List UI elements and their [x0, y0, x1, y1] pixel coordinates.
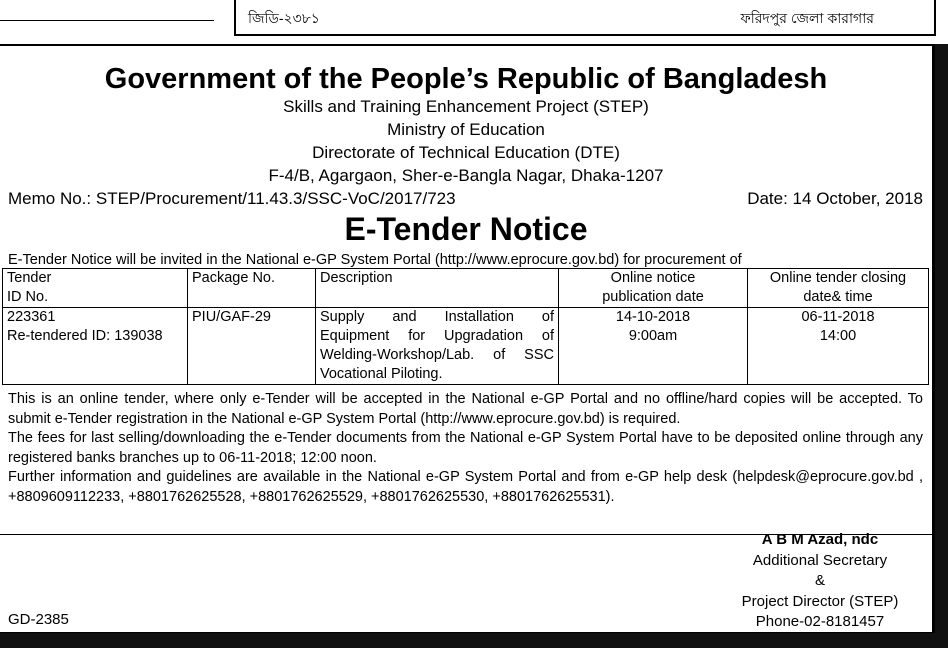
header-line: date& time [803, 289, 873, 305]
header-package: Package No. [188, 269, 316, 308]
divider-line [0, 20, 214, 21]
header-line: Tender [7, 270, 52, 286]
closing-date: 06-11-2018 [801, 309, 875, 325]
table-header-row [3, 269, 929, 308]
signatory-title: Additional Secretary [752, 551, 888, 569]
paragraph-fees: The fees for last selling/downloading the e-Tender documents from the National e-GP System Portal have to be deposited online through any registered banks branches up to 06-11-2018; 12:00 noon. [8, 430, 923, 466]
directorate-name: Directorate of Technical Education (DTE) [312, 143, 620, 162]
notice-title: E-Tender Notice [344, 211, 588, 247]
project-name: Skills and Training Enhancement Project (STEP) [283, 97, 649, 116]
header-closing-date [748, 269, 929, 308]
government-title: Government of the People’s Republic of Bangladesh [104, 63, 828, 95]
retendered-id: Re-tendered ID: 139038 [7, 328, 163, 344]
gd-number: GD-2385 [8, 611, 69, 628]
table-row [3, 308, 929, 385]
publication-date: 14-10-2018 [615, 309, 691, 325]
page-border-shadow [0, 633, 948, 648]
closing-time: 14:00 [819, 328, 857, 344]
tender-id: 223361 [7, 309, 56, 325]
signatory-designation: Project Director (STEP) [741, 592, 899, 610]
header-publication-date [559, 269, 748, 308]
signatory-phone: Phone-02-8181457 [755, 613, 885, 630]
cell-publication-date [559, 308, 748, 385]
paragraph-helpdesk: Further information and guidelines are available in the National e-GP System Portal and from e-GP help desk (helpdesk@eprocure.gov.bd , +8809609112233, +8801762625528, +8801762625529, +8801762625530, +8801762625531). [8, 469, 923, 505]
notice-body [8, 390, 923, 507]
tender-notice [0, 44, 935, 635]
header-description: Description [316, 269, 559, 308]
previous-notice-strip [0, 0, 948, 44]
jail-name-bangla: ফরিদপুর জেলা কারাগার [740, 10, 874, 26]
header-line: Online tender closing [769, 270, 907, 286]
ministry-name: Ministry of Education [387, 120, 545, 139]
cell-description: Supply and Installation of Equipment for Upgradation of Welding-Workshop/Lab. of SSC Vocational Piloting. [316, 308, 559, 385]
paragraph-online-tender: This is an online tender, where only e-Tender will be accepted in the National e-GP Portal and no offline/hard copies will be accepted. To submit e-Tender registration in the National e-GP System Portal (http://www.eprocure.gov.bd) is required. [8, 391, 923, 427]
gd-number-bangla: জিডি-২৩৮১ [248, 10, 320, 26]
cell-tender-id [3, 308, 188, 385]
memo-number: Memo No.: STEP/Procurement/11.43.3/SSC-VoC/2017/723 [8, 189, 456, 208]
signatory-ampersand: & [814, 572, 825, 589]
office-address: F-4/B, Agargaon, Sher-e-Bangla Nagar, Dhaka-1207 [268, 166, 664, 185]
header-line: Online notice [610, 270, 696, 286]
notice-date: Date: 14 October, 2018 [747, 189, 923, 208]
cell-package: PIU/GAF-29 [188, 308, 316, 385]
cell-closing-date [748, 308, 929, 385]
header-tender-id [3, 269, 188, 308]
header-line: ID No. [7, 289, 49, 305]
signatory-name: A B M Azad, ndc [761, 531, 879, 548]
page-border-shadow [935, 44, 948, 648]
header-line: publication date [602, 289, 704, 305]
tender-table [2, 268, 929, 385]
previous-notice-box [234, 0, 936, 36]
intro-text: E-Tender Notice will be invited in the National e-GP System Portal (http://www.eprocure.gov.bd) for procurement of [8, 252, 742, 268]
publication-time: 9:00am [628, 328, 678, 344]
signature-block [716, 530, 924, 633]
